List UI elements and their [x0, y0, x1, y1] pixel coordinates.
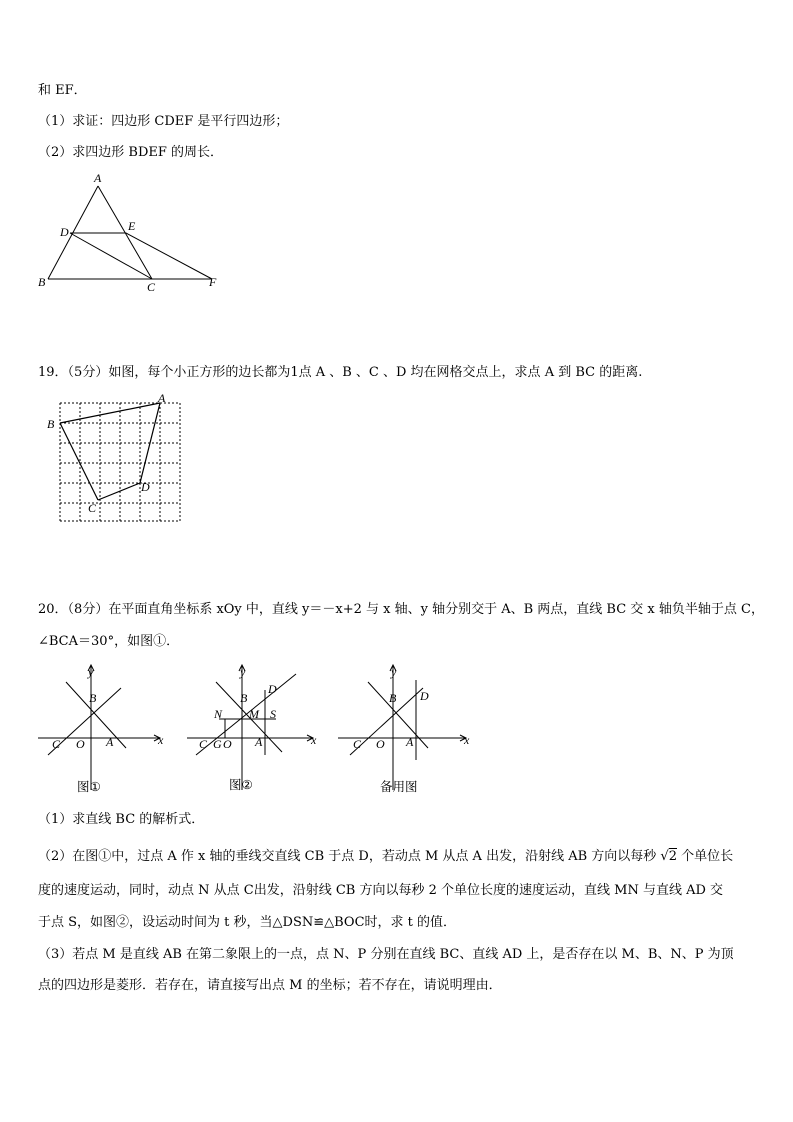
q20-part3-line1: （3）若点 M 是直线 AB 在第二象限上的一点，点 N、P 分别在直线 BC、直线 AD 上，是否存在以 M、B、N、P 为顶	[38, 947, 734, 962]
q20-part2-line2: 度的速度运动，同时，动点 N 从点 C出发，沿射线 CB 方向以每秒 2 个单位长度的速度运动，直线 MN 与直线 AD 交	[38, 883, 724, 898]
caption-figure-1: 图①	[77, 779, 101, 794]
fig3-o: O	[376, 737, 385, 751]
fig1-b: B	[89, 691, 97, 705]
q18-label-c: C	[147, 280, 156, 294]
fig2-y: y	[240, 665, 246, 679]
fig2-n: N	[214, 707, 223, 721]
q20-figure-1	[38, 665, 160, 790]
q19-label-c: C	[88, 501, 97, 515]
q18-part1: （1）求证：四边形 CDEF 是平行四边形；	[38, 114, 289, 129]
q20-line2: ∠BCA＝30°，如图①．	[38, 634, 180, 649]
fig2-m: M	[249, 707, 259, 721]
fig2-a: A	[255, 735, 263, 749]
fig1-y: y	[88, 665, 94, 679]
q20-part2-line3: 于点 S，如图②，设运动时间为 t 秒，当△DSN≌△BOC时，求 t 的值．	[38, 915, 457, 930]
q20-part2-text-b: 个单位长	[681, 849, 734, 864]
q19-label-d: D	[141, 480, 150, 494]
fig3-x: x	[464, 733, 470, 747]
q18-tail: 和 EF．	[38, 83, 87, 98]
fig2-o: O	[223, 737, 232, 751]
sqrt-symbol: √	[660, 849, 669, 864]
fig3-a: A	[406, 735, 414, 749]
q20-line1: 20．（8分）在平面直角坐标系 xOy 中，直线 y＝－x+2 与 x 轴、y 轴分别交于 A、B 两点，直线 BC 交 x 轴负半轴于点 C，	[38, 602, 764, 617]
fig3-d: D	[420, 689, 429, 703]
q18-label-a: A	[94, 171, 102, 185]
fig3-b: B	[389, 691, 397, 705]
fig2-b: B	[240, 691, 248, 705]
q19-label-b: B	[47, 417, 55, 431]
fig1-x: x	[158, 733, 164, 747]
q20-figure-2	[187, 665, 313, 790]
fig2-g: G	[213, 737, 222, 751]
fig1-o: O	[76, 737, 85, 751]
sqrt-value: 2	[668, 849, 677, 864]
fig1-c: C	[52, 737, 61, 751]
fig2-c: C	[199, 737, 208, 751]
q20-part2-text-a: （2）在图①中，过点 A 作 x 轴的垂线交直线 CB 于点 D，若动点 M 从点 A 出发，沿射线 AB 方向以每秒	[38, 849, 657, 864]
q18-part2: （2）求四边形 BDEF 的周长．	[38, 145, 224, 160]
q20-part2-line1	[38, 848, 733, 866]
fig3-y: y	[391, 665, 397, 679]
q18-label-e: E	[128, 219, 136, 233]
q20-part1: （1）求直线 BC 的解析式．	[38, 812, 205, 827]
fig2-s: S	[270, 707, 276, 721]
q18-label-d: D	[60, 225, 69, 239]
q19-text: 19．（5分）如图，每个小正方形的边长都为1点 A 、B 、C 、D 均在网格交点上，求点 A 到 BC 的距离.	[38, 365, 643, 380]
q20-figure-backup	[338, 665, 466, 790]
q18-label-f: F	[209, 275, 217, 289]
caption-figure-2: 图②	[229, 777, 253, 792]
q20-part3-line2: 点的四边形是菱形．若存在，请直接写出点 M 的坐标；若不存在，请说明理由．	[38, 978, 502, 993]
fig2-d: D	[268, 682, 277, 696]
fig2-x: x	[311, 733, 317, 747]
fig3-c: C	[353, 737, 362, 751]
q18-label-b: B	[38, 275, 46, 289]
q19-label-a: A	[158, 391, 166, 405]
caption-backup-figure: 备用图	[380, 779, 418, 794]
fig1-a: A	[106, 735, 114, 749]
